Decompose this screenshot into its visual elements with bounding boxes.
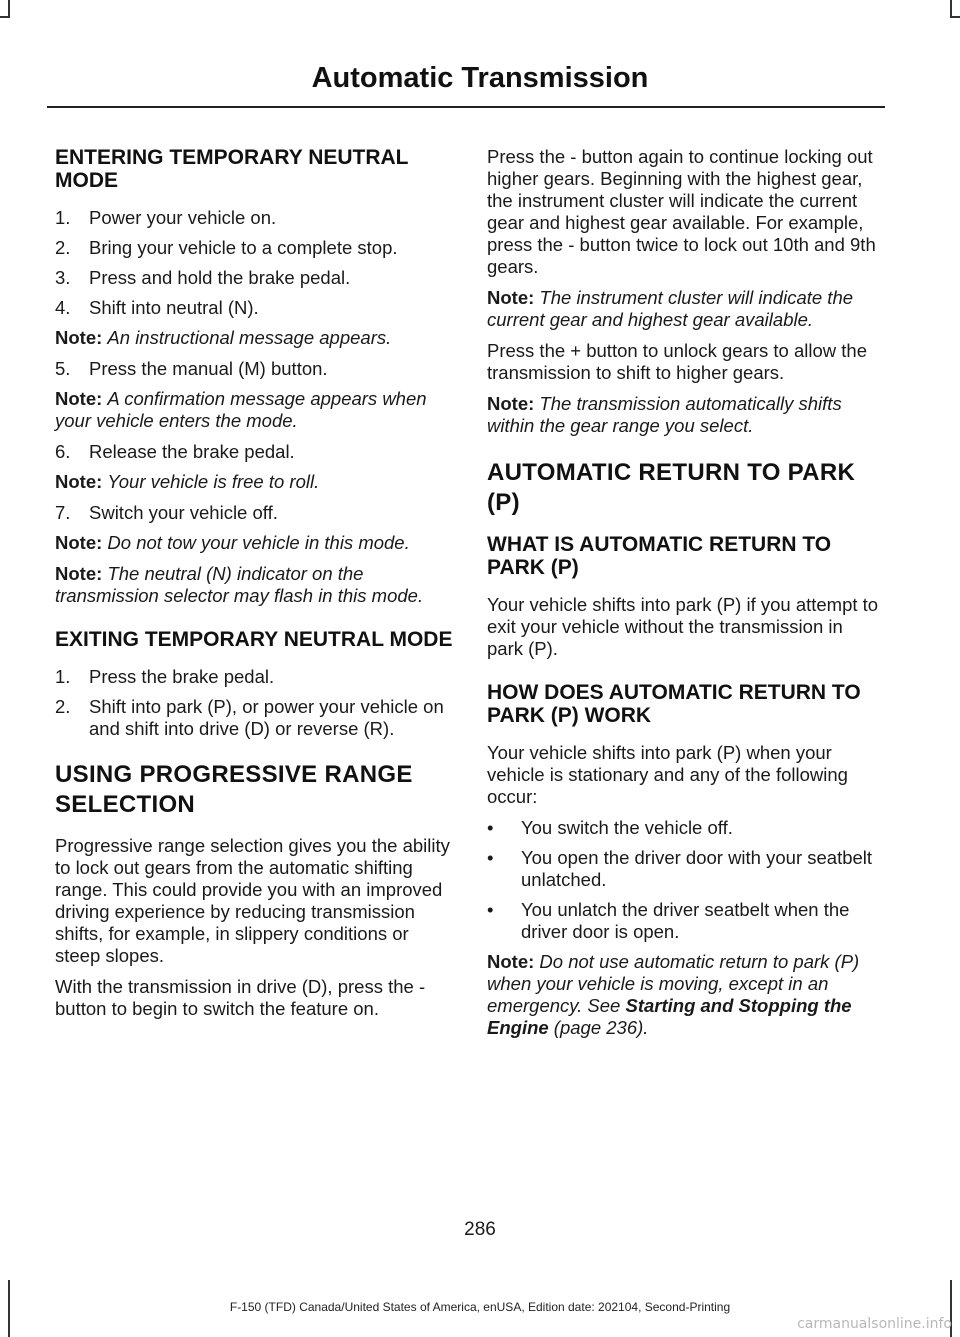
note-text: A confirmation message appears when your vehicle enters the mode.: [55, 388, 427, 431]
paragraph: Your vehicle shifts into park (P) if you attempt to exit your vehicle without the transmission in park (P).: [487, 594, 879, 659]
title-divider: [47, 106, 885, 108]
exiting-steps: [55, 666, 455, 740]
conditions-list: [487, 817, 882, 943]
heading-entering-temporary-neutral: ENTERING TEMPORARY NEUTRAL MODE: [55, 146, 409, 192]
entering-steps: [55, 207, 455, 319]
page-title: Automatic Transmission: [311, 62, 649, 94]
page-number: 286: [464, 1219, 496, 1240]
list-item: [487, 817, 882, 839]
note-label: Note:: [55, 471, 103, 492]
list-item: [55, 267, 455, 289]
heading-progressive-range-selection: USING PROGRESSIVE RANGE SELECTION: [55, 761, 413, 818]
step-text: Bring your vehicle to a complete stop.: [89, 237, 398, 258]
list-item: [55, 297, 455, 319]
step-number: 2.: [55, 237, 71, 258]
note: [55, 388, 455, 432]
heading-what-is-automatic-return: WHAT IS AUTOMATIC RETURN TO PARK (P): [487, 533, 832, 579]
step-number: 1.: [55, 666, 71, 687]
bullet-icon: •: [487, 817, 494, 838]
note: [487, 393, 882, 437]
list-item: [55, 502, 455, 524]
list-item: [487, 847, 882, 891]
heading-how-automatic-return-works: HOW DOES AUTOMATIC RETURN TO PARK (P) WORK: [487, 681, 861, 727]
note-label: Note:: [487, 393, 535, 414]
paragraph: With the transmission in drive (D), press the - button to begin to switch the feature on.: [55, 976, 426, 1019]
note-text: Do not use automatic return to park (P) when your vehicle is moving, except in an emergency. See: [487, 951, 860, 1016]
paragraph: Press the - button again to continue locking out higher gears. Beginning with the highest gear, the instrument cluster will indicate the current gear and highest gear available. For example, press the - button twice to lock out 10th and 9th gears.: [487, 146, 876, 277]
list-item: [55, 237, 455, 259]
note-text: An instructional message appears.: [107, 327, 392, 348]
step-text: Shift into neutral (N).: [89, 297, 259, 318]
bullet-text: You unlatch the driver seatbelt when the driver door is open.: [521, 899, 850, 942]
step-number: 6.: [55, 441, 71, 462]
crop-mark: [0, 16, 10, 18]
note-text: The instrument cluster will indicate the current gear and highest gear available.: [487, 287, 854, 330]
right-column: [487, 146, 882, 1048]
bullet-icon: •: [487, 847, 494, 868]
note-text: The transmission automatically shifts within the gear range you select.: [487, 393, 842, 436]
step-text: Power your vehicle on.: [89, 207, 277, 228]
paragraph: Your vehicle shifts into park (P) when your vehicle is stationary and any of the following occur:: [487, 742, 848, 807]
list-item: [487, 899, 882, 943]
note-text: Do not tow your vehicle in this mode.: [107, 532, 410, 553]
list-item: [55, 207, 455, 229]
step-text: Release the brake pedal.: [89, 441, 295, 462]
cross-reference-link[interactable]: Starting and Stopping the Engine: [487, 995, 852, 1038]
note: [55, 563, 455, 607]
note-label: Note:: [55, 327, 103, 348]
watermark: carmanualsonline.info: [797, 1316, 952, 1332]
step-number: 1.: [55, 207, 71, 228]
note-label: Note:: [55, 532, 103, 553]
left-column: [55, 146, 455, 1029]
step-text: Shift into park (P), or power your vehicle on and shift into drive (D) or reverse (R).: [89, 696, 444, 739]
crop-mark: [950, 16, 960, 18]
page-reference: (page 236).: [548, 1017, 649, 1038]
step-text: Press the brake pedal.: [89, 666, 275, 687]
bullet-text: You switch the vehicle off.: [521, 817, 733, 838]
bullet-icon: •: [487, 899, 494, 920]
step-number: 7.: [55, 502, 71, 523]
note-label: Note:: [55, 388, 103, 409]
step-number: 5.: [55, 358, 71, 379]
list-item: [55, 358, 455, 380]
note-text: Your vehicle is free to roll.: [107, 471, 320, 492]
document-info: F-150 (TFD) Canada/United States of America, enUSA, Edition date: 202104, Second-Printing: [229, 1300, 731, 1314]
note: [55, 327, 455, 349]
note: [487, 287, 882, 331]
list-item: [55, 696, 455, 740]
bullet-text: You open the driver door with your seatbelt unlatched.: [521, 847, 873, 890]
list-item: [55, 441, 455, 463]
paragraph: Progressive range selection gives you the ability to lock out gears from the automatic shifting range. This could provide you with an improved driving experience by reducing transmission shifts, for example, in slippery conditions or steep slopes.: [55, 835, 450, 966]
paragraph: Press the + button to unlock gears to allow the transmission to shift to higher gears.: [487, 340, 867, 383]
note: [55, 471, 455, 493]
step-text: Press the manual (M) button.: [89, 358, 328, 379]
note-label: Note:: [487, 951, 535, 972]
heading-exiting-temporary-neutral: EXITING TEMPORARY NEUTRAL MODE: [55, 628, 453, 651]
note-label: Note:: [55, 563, 103, 584]
step-number: 3.: [55, 267, 71, 288]
step-number: 4.: [55, 297, 71, 318]
note: [487, 951, 882, 1039]
heading-automatic-return-to-park: AUTOMATIC RETURN TO PARK (P): [487, 459, 856, 516]
step-text: Switch your vehicle off.: [89, 502, 278, 523]
note-label: Note:: [487, 287, 535, 308]
list-item: [55, 666, 455, 688]
step-number: 2.: [55, 696, 71, 717]
note: [55, 532, 455, 554]
note-text: The neutral (N) indicator on the transmission selector may flash in this mode.: [55, 563, 424, 606]
step-text: Press and hold the brake pedal.: [89, 267, 351, 288]
